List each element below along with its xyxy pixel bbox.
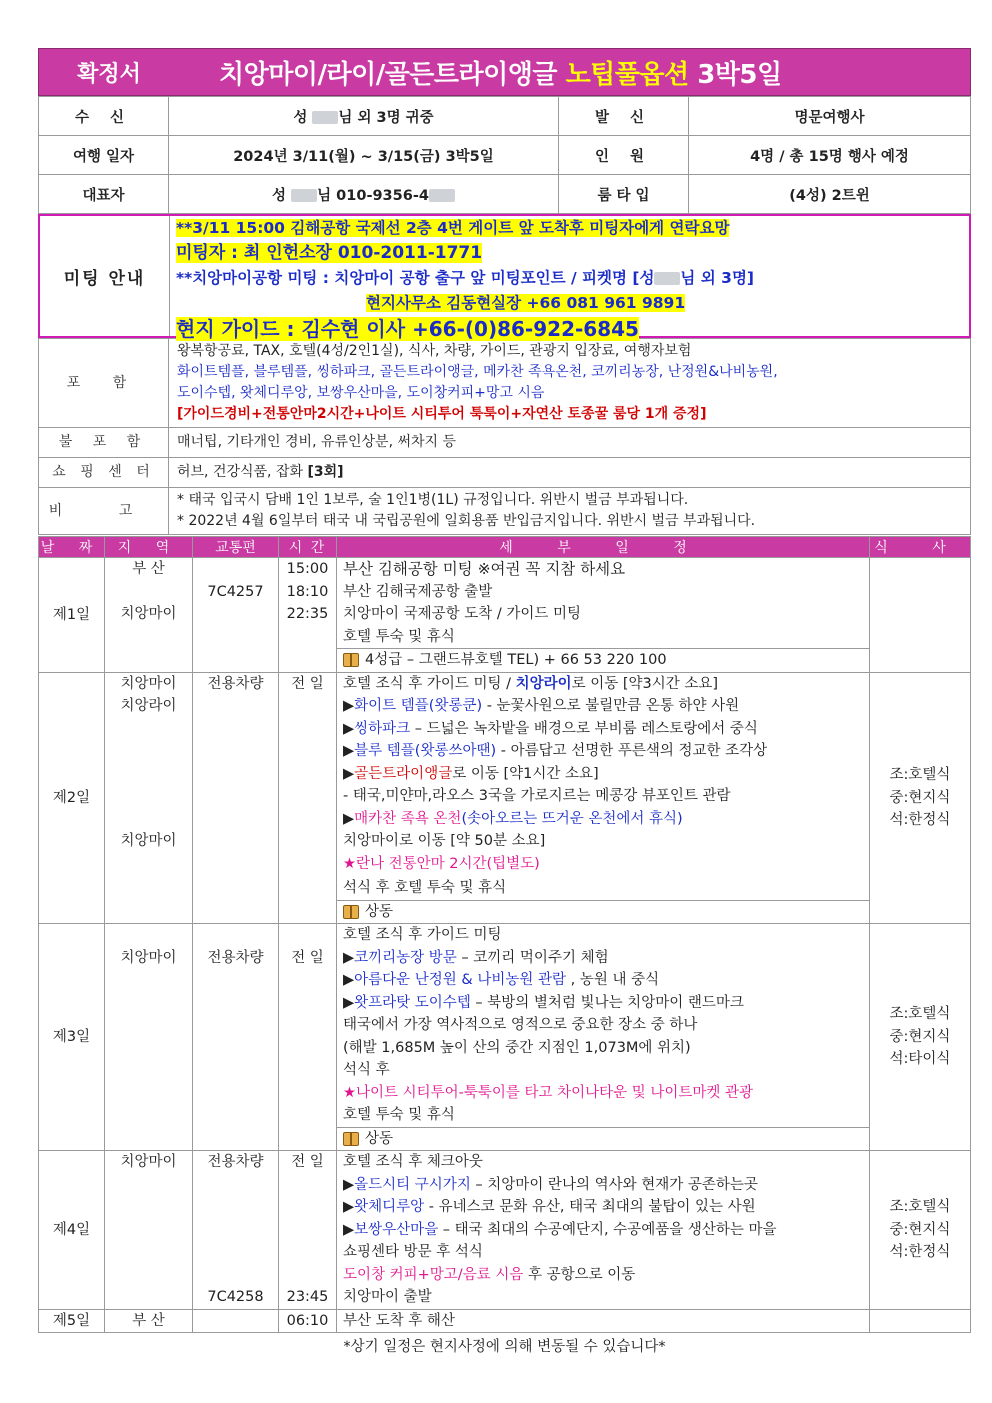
- day4-time: 전 일 23:45: [279, 1151, 337, 1310]
- day3-detail: 호텔 조식 후 가이드 미팅 ▶코끼리농장 방문 – 코끼리 먹이주기 체험 ▶아름다운 난정원 & 나비농원 관람 , 농원 내 중식 ▶왓프라탓 도이수텝 – 북방의 별처럼 빛나는 치앙마이 랜드마크 태국에서 가장 역사적으로 영적으로 중요한 장소 중 하나 (해발 1,685M 높이 산의 중간 지점인 1,073M에 위치) 석식 후 ★나이트 시티투어-툭툭이를 타고 차이나타운 및 나이트마켓 관광 호텔 투숙 및 휴식 상동: [337, 924, 870, 1151]
- no-tip-highlight: 노팁풀옵션: [565, 59, 689, 90]
- header-day: 날 짜: [39, 537, 105, 558]
- confirmation-label: 확정서: [77, 61, 141, 87]
- people-label: 인 원: [559, 136, 689, 175]
- day3-transport: 전용차량: [193, 924, 279, 1151]
- itinerary-document: [38, 48, 971, 1356]
- recipient-value: 성 님 외 3명 귀중: [169, 97, 559, 136]
- redacted-name: [312, 111, 338, 124]
- day2-time: 전 일: [279, 672, 337, 924]
- include-label: 포 함: [39, 339, 169, 428]
- detail-table: [38, 338, 971, 535]
- day1-row: [39, 558, 971, 673]
- title-banner: [38, 48, 971, 96]
- day3-meals: 조:호텔식 중:현지식 석:타이식: [870, 924, 971, 1151]
- room-label: 룸 타 입: [559, 175, 689, 214]
- local-guide-contact: 현지 가이드 : 김수현 이사 +66-(0)86-922-6845: [176, 317, 639, 341]
- day4-meals: 조:호텔식 중:현지식 석:한정식: [870, 1151, 971, 1310]
- meeting-label: 미팅 안내: [40, 216, 170, 336]
- hotel-icon: [343, 905, 359, 919]
- note-label: 비 고: [39, 488, 169, 535]
- local-office-contact: 현지사무소 김동현실장 +66 081 961 9891: [366, 294, 686, 312]
- meeting-section: [38, 214, 971, 341]
- day5-label: 제5일: [39, 1309, 105, 1333]
- meeting-line-3: **치앙마이공항 미팅 : 치앙마이 공항 출구 앞 미팅포인트 / 피켓명 [성 님 외 3명]: [176, 269, 755, 287]
- redacted-phone: [429, 189, 455, 202]
- day5-transport: [193, 1309, 279, 1333]
- day1-times: 15:00 18:10 22:35: [279, 558, 337, 673]
- footer-note: *상기 일정은 현지사정에 의해 변동될 수 있습니다*: [343, 1339, 666, 1355]
- day4-region: 치앙마이: [105, 1151, 193, 1310]
- day3-region: 치앙마이: [105, 924, 193, 1151]
- day3-time: 전 일: [279, 924, 337, 1151]
- info-table: [38, 96, 971, 214]
- exclude-label: 불 포 함: [39, 428, 169, 458]
- header-detail: 세 부 일 정: [337, 537, 870, 558]
- day4-label: 제4일: [39, 1151, 105, 1310]
- day1-meals: [870, 558, 971, 673]
- day3-hotel: 상동: [337, 1127, 869, 1151]
- day1-hotel: 4성급 – 그랜드뷰호텔 TEL) + 66 53 220 100: [337, 648, 869, 672]
- day1-detail: 부산 김해공항 미팅 ※여권 꼭 지참 하세요 부산 김해국제공항 출발 치앙마이 국제공항 도착 / 가이드 미팅 호텔 투숙 및 휴식 4성급 – 그랜드뷰호텔 TEL) + 66 53 220 100: [337, 558, 870, 673]
- day4-transport: 전용차량 7C4258: [193, 1151, 279, 1310]
- day1-region: 부 산 치앙마이: [105, 558, 193, 673]
- header-time: 시 간: [279, 537, 337, 558]
- meeting-line-1: **3/11 15:00 김해공항 국제선 2층 4번 게이트 앞 도착후 미팅자에게 연락요망: [176, 219, 730, 237]
- header-meal: 식 사: [870, 537, 971, 558]
- people-value: 4명 / 총 15명 행사 예정: [689, 136, 971, 175]
- include-value: 왕복항공료, TAX, 호텔(4성/2인1실), 식사, 차량, 가이드, 관광지 입장료, 여행자보험 화이트템플, 블루템플, 씽하파크, 골든트라이앵글, 메카찬 족욕온천, 코끼리농장, 난정원&나비농원, 도이수텝, 왓체디루앙, 보쌍우산마을, 도이창커피+망고 시음 [가이드경비+전통안마2시간+나이트 시티투어 툭툭이+자연산 토종꿀 룸당 1개 증정]: [169, 339, 971, 428]
- rep-label: 대표자: [39, 175, 169, 214]
- schedule-table: [38, 536, 971, 1333]
- shopping-value: 허브, 건강식품, 잡화 [3회]: [169, 458, 971, 488]
- day3-row: [39, 924, 971, 1151]
- sender-value: 명문여행사: [689, 97, 971, 136]
- day2-label: 제2일: [39, 672, 105, 924]
- header-transport: 교통편: [193, 537, 279, 558]
- recipient-label: 수 신: [39, 97, 169, 136]
- day1-label: 제1일: [39, 558, 105, 673]
- day5-row: [39, 1309, 971, 1333]
- day4-detail: 호텔 조식 후 체크아웃 ▶올드시티 구시가지 – 치앙마이 란나의 역사와 현재가 공존하는곳 ▶왓체디루앙 - 유네스코 문화 유산, 태국 최대의 불탑이 있는 사원 ▶보쌍우산마을 – 태국 최대의 수공예단지, 수공예품을 생산하는 마을 쇼핑센타 방문 후 석식 도이창 커피+망고/음료 시음 후 공항으로 이동 치앙마이 출발: [337, 1151, 870, 1310]
- shopping-label: 쇼 핑 센 터: [39, 458, 169, 488]
- note-value: * 태국 입국시 담배 1인 1보루, 술 1인1병(1L) 규정입니다. 위반시 벌금 부과됩니다. * 2022년 4월 6일부터 태국 내 국립공원에 일회용품 반입금지입니다. 위반시 벌금 부과됩니다.: [169, 488, 971, 535]
- date-value: 2024년 3/11(월) ~ 3/15(금) 3박5일: [169, 136, 559, 175]
- schedule-header: [39, 537, 971, 558]
- header-region: 지 역: [105, 537, 193, 558]
- redacted-name: [291, 189, 317, 202]
- day5-detail: 부산 도착 후 해산: [337, 1309, 870, 1333]
- hotel-icon: [343, 653, 359, 667]
- date-label: 여행 일자: [39, 136, 169, 175]
- day5-region: 부 산: [105, 1309, 193, 1333]
- meeting-info: [170, 216, 969, 341]
- sender-label: 발 신: [559, 97, 689, 136]
- day1-flight: 7C4257: [193, 558, 279, 673]
- day3-label: 제3일: [39, 924, 105, 1151]
- day4-row: [39, 1151, 971, 1310]
- tour-title: 치앙마이/라이/골든트라이앵글 노팁풀옵션 3박5일: [219, 59, 782, 90]
- day5-time: 06:10: [279, 1309, 337, 1333]
- rep-value: 성 님 010-9356-4: [169, 175, 559, 214]
- day2-region: 치앙마이 치앙라이 치앙마이: [105, 672, 193, 924]
- redacted-name: [654, 272, 680, 285]
- day2-hotel: 상동: [337, 900, 869, 924]
- meeting-contact: 미팅자 : 최 인헌소장 010-2011-1771: [176, 243, 483, 263]
- day2-row: [39, 672, 971, 924]
- day2-transport: 전용차량: [193, 672, 279, 924]
- day5-meals: [870, 1309, 971, 1333]
- room-value: (4성) 2트윈: [689, 175, 971, 214]
- day2-detail: 호텔 조식 후 가이드 미팅 / 치앙라이로 이동 [약3시간 소요] ▶화이트 템플(왓롱쿤) - 눈꽃사원으로 불릴만큼 온통 하얀 사원 ▶씽하파크 – 드넓은 녹차밭을 배경으로 부비룸 레스토랑에서 중식 ▶블루 템플(왓롱쓰아땐) - 아름답고 선명한 푸른색의 정교한 조각상 ▶골든트라이앵글로 이동 [약1시간 소요] - 태국,미얀마,라오스 3국을 가로지르는 메콩강 뷰포인트 관람 ▶매카찬 족욕 온천(솟아오르는 뜨거운 온천에서 휴식) 치앙마이로 이동 [약 50분 소요] ★란나 전통안마 2시간(팁별도) 석식 후 호텔 투숙 및 휴식 상동: [337, 672, 870, 924]
- day2-meals: 조:호텔식 중:현지식 석:한정식: [870, 672, 971, 924]
- hotel-icon: [343, 1132, 359, 1146]
- exclude-value: 매너팁, 기타개인 경비, 유류인상분, 써차지 등: [169, 428, 971, 458]
